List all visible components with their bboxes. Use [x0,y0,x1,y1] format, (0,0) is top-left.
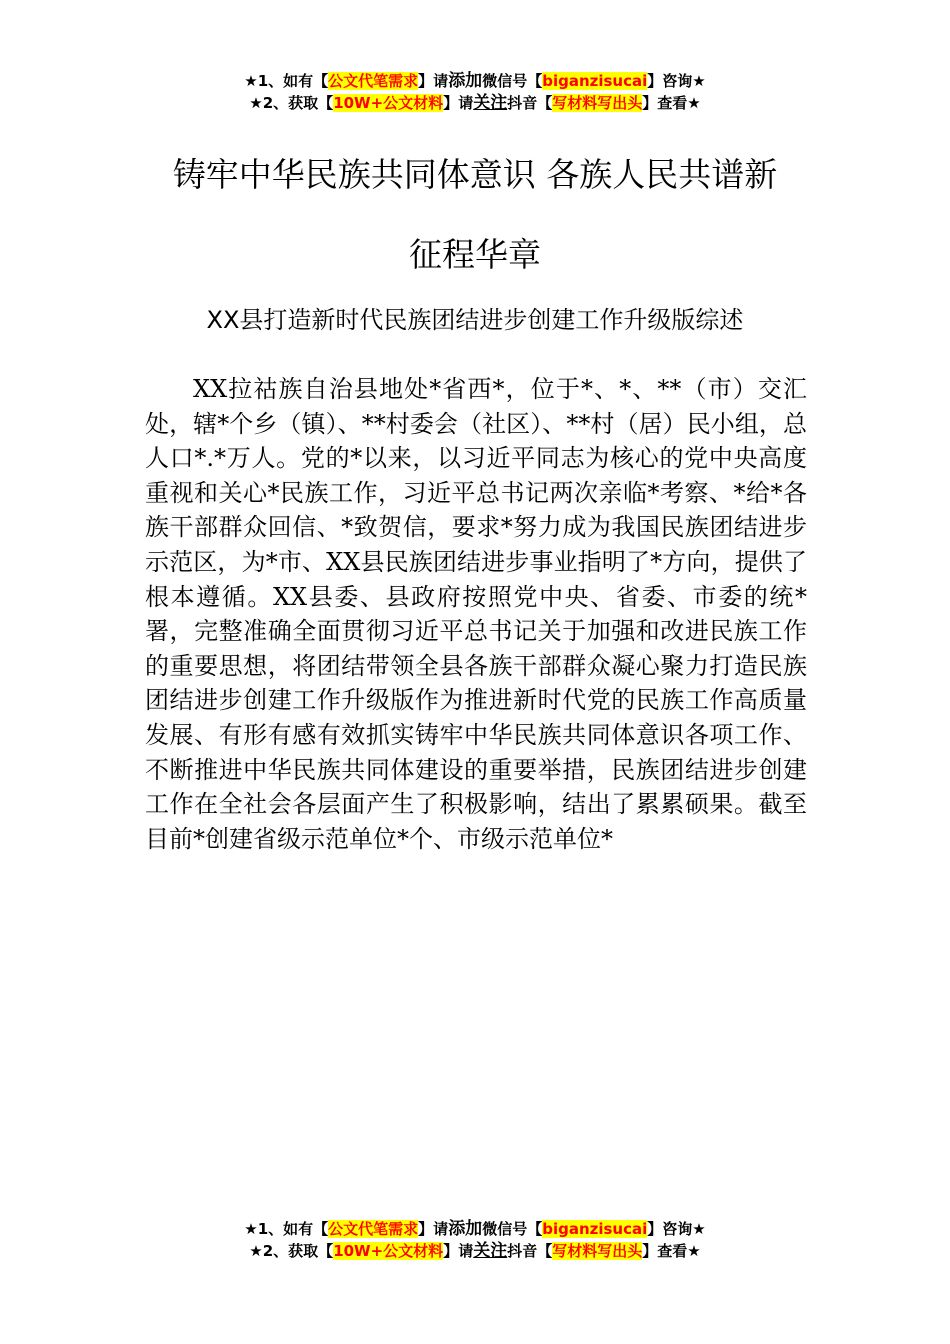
promo-line-1: ★1、如有【公文代笔需求】请添加微信号【biganzisucai】咨询★ [244,71,706,91]
promo-highlight-materials: 10W+公文材料 [333,1242,444,1260]
document-title [100,135,850,295]
document-title-line-1: 铸牢中华民族共同体意识 各族人民共谱新 [172,155,778,194]
document-subtitle: XX县打造新时代民族团结进步创建工作升级版综述 [206,306,744,334]
promo-highlight-douyin: 写材料写出头 [552,94,643,112]
promo-highlight-service: 公文代笔需求 [328,1220,419,1238]
promo-highlight-wechat-id: biganzisucai [542,1220,648,1238]
promo-highlight-materials: 10W+公文材料 [333,94,444,112]
promo-line-1: ★1、如有【公文代笔需求】请添加微信号【biganzisucai】咨询★ [244,1219,706,1239]
document-title-line-2: 征程华章 [409,235,541,274]
promo-line-2: ★2、获取【10W+公文材料】请关注抖音【写材料写出头】查看★ [249,93,701,113]
promo-line-2: ★2、获取【10W+公文材料】请关注抖音【写材料写出头】查看★ [249,1241,701,1261]
body-paragraph: XX拉祜族自治县地处*省西*，位于*、*、**（市）交汇处，辖*个乡（镇）、**村委会（社区）、**村（居）民小组，总人口*.*万人。党的*以来，以习近平同志为核心的党中央高度重视和关心*民族工作，习近平总书记两次亲临*考察、*给*各族干部群众回信、*致贺信，要求*努力成为我国民族团结进步示范区，为*市、XX县民族团结进步事业指明了*方向，提供了根本遵循。XX县委、县政府按照党中央、省委、市委的统*署，完整准确全面贯彻习近平总书记关于加强和改进民族工作的重要思想，将团结带领全县各族干部群众凝心聚力打造民族团结进步创建工作升级版作为推进新时代党的民族工作高质量发展、有形有感有效抓实铸牢中华民族共同体意识各项工作、不断推进中华民族共同体建设的重要举措，民族团结进步创建工作在全社会各层面产生了积极影响，结出了累累硕果。截至目前*创建省级示范单位*个、市级示范单位* [145,375,807,853]
promo-highlight-service: 公文代笔需求 [328,72,419,90]
promo-highlight-wechat-id: biganzisucai [542,72,648,90]
footer-promo-banner [0,1218,950,1262]
header-promo-banner [0,70,950,114]
promo-highlight-douyin: 写材料写出头 [552,1242,643,1260]
